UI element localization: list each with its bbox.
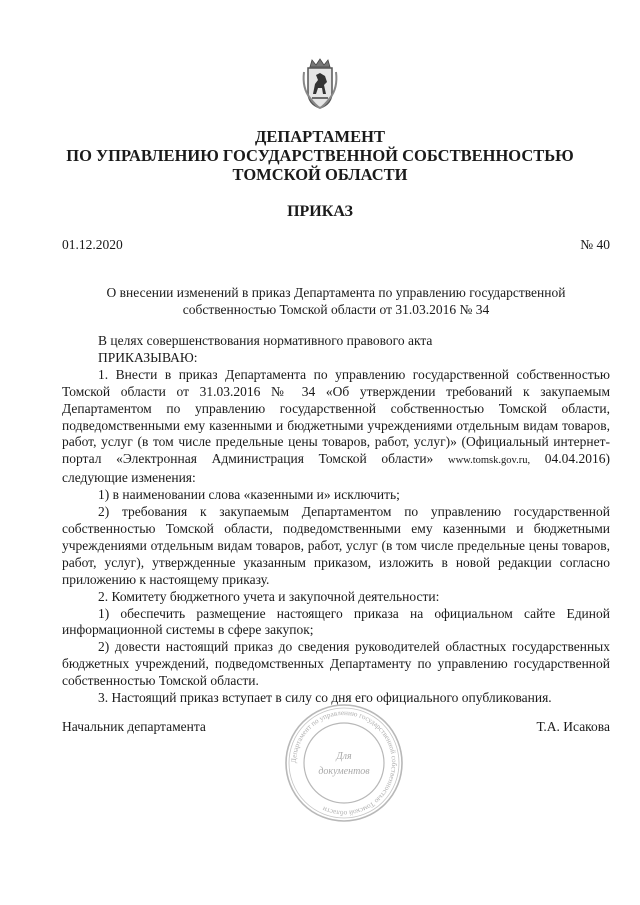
header-line-1: ДЕПАРТАМЕНТ (255, 127, 385, 146)
clause-1-paragraph (62, 367, 610, 487)
header-line-2: ПО УПРАВЛЕНИЮ ГОСУДАРСТВЕННОЙ СОБСТВЕННОСТЬЮ (66, 146, 574, 165)
signer-name: Т.А. Исакова (536, 719, 610, 734)
department-header (0, 127, 640, 184)
order-number: № 40 (580, 237, 610, 252)
portal-link: www.tomsk.gov.ru, (448, 455, 531, 467)
stamp-center-line-2: документов (318, 766, 370, 777)
clause-3-paragraph: 3. Настоящий приказ вступает в силу со дня его официального опубликования. (98, 690, 552, 706)
clause-1-2-paragraph: 2) требования к закупаемым Департаментом по управлению государственной собственностью Томской области, подведомственными ему казенными и бюджетными учреждениями отдельным видам товаров, работ, услуг (в том числе предельные цены товаров, работ, услуг), утвержденные указанным приказом, изложить в новой редакции согласно приложению к настоящему приказу. (62, 504, 610, 587)
preamble-paragraph: В целях совершенствования нормативного правового акта (98, 333, 433, 348)
coat-of-arms-icon (300, 58, 340, 110)
official-stamp-icon (283, 702, 405, 824)
stamp-center-line-1: Для (336, 751, 352, 762)
signer-position: Начальник департамента (62, 719, 206, 734)
clause-2-paragraph: 2. Комитету бюджетного учета и закупочной деятельности: (98, 588, 440, 604)
clause-1-tail: 04.04.2016) следующие изменения: (62, 451, 611, 486)
order-subject (62, 284, 610, 318)
stamp-ring-text: Департамент по управлению государственной собственностью Томской области (289, 708, 399, 818)
clause-2-1-paragraph: 1) обеспечить размещение настоящего приказа на официальном сайте Единой информационной системы в сфере закупок; (62, 605, 610, 638)
clause-1-text: 1. Внести в приказ Департамента по управлению государственной собственностью Томской области от 31.03.2016 № 34 «Об утверждении требований к закупаемым Департаментом по управлению государственной собственностью Томской области, подведомственными ему казенными и бюджетными учреждениями отдельным видам товаров, работ, услуг (в том числе предельные цены товаров, работ, услуг)» (Официальный интернет-портал «Электронная Администрация Томской области» (62, 366, 610, 467)
subject-line-1: О внесении изменений в приказ Департамента по управлению государственной (106, 285, 566, 300)
header-line-3: ТОМСКОЙ ОБЛАСТИ (232, 165, 408, 184)
subject-line-2: собственностью Томской области от 31.03.2016 № 34 (182, 302, 490, 317)
clause-1-1-paragraph: 1) в наименовании слова «казенными и» исключить; (98, 487, 400, 503)
order-directive: ПРИКАЗЫВАЮ: (98, 349, 198, 365)
order-title: ПРИКАЗ (287, 203, 353, 220)
clause-2-2-paragraph: 2) довести настоящий приказ до сведения руководителей областных государственных бюджетных учреждений, подведомственных Департаменту по управлению государственной собственностью Томской области. (62, 639, 610, 689)
order-body (62, 333, 610, 707)
order-date: 01.12.2020 (62, 237, 123, 252)
